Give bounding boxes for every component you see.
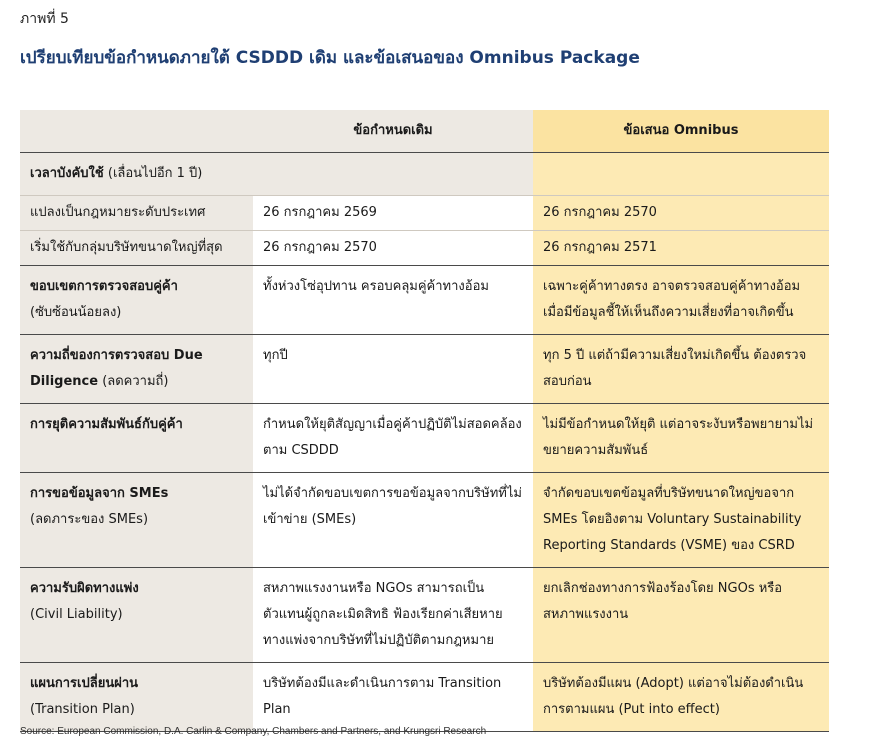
row-label-note: (ลดภาระของ SMEs) xyxy=(30,512,149,527)
table-header-row xyxy=(20,110,829,153)
row-original: สหภาพแรงงานหรือ NGOs สามารถเป็นตัวแทนผู้ถูกละเมิดสิทธิ ฟ้องเรียกค่าเสียหายทางแพ่งจากบริษัทที่ไม่ปฏิบัติตามกฎหมาย xyxy=(253,568,533,663)
row-original: ทั้งห่วงโซ่อุปทาน ครอบคลุมคู่ค้าทางอ้อม xyxy=(253,266,533,335)
row-omnibus: ไม่มีข้อกำหนดให้ยุติ แต่อาจระงับหรือพยายามไม่ขยายความสัมพันธ์ xyxy=(533,404,829,473)
row-label-note: (เลื่อนไปอีก 1 ปี) xyxy=(103,166,203,181)
row-label-note: (Civil Liability) xyxy=(30,607,123,622)
source-note: Source: European Commission, D.A. Carlin & Company, Chambers and Partners, and Krungsri Research xyxy=(20,726,487,737)
row-omnibus: ยกเลิกช่องทางการฟ้องร้องโดย NGOs หรือสหภาพแรงงาน xyxy=(533,568,829,663)
figure-label: ภาพที่ 5 xyxy=(20,11,69,27)
row-original: 26 กรกฎาคม 2570 xyxy=(253,231,533,266)
row-label: แปลงเป็นกฎหมายระดับประเทศ xyxy=(20,196,253,231)
table-row xyxy=(20,266,829,335)
row-label-bold: เวลาบังคับใช้ xyxy=(30,166,104,181)
table-row xyxy=(20,231,829,266)
table-row xyxy=(20,568,829,663)
row-label xyxy=(20,404,253,473)
figure-title: เปรียบเทียบข้อกำหนดภายใต้ CSDDD เดิม และข้อเสนอของ Omnibus Package xyxy=(20,48,640,68)
row-original: ทุกปี xyxy=(253,335,533,404)
row-label-bold: การขอข้อมูลจาก SMEs xyxy=(30,486,169,501)
row-omnibus: 26 กรกฎาคม 2571 xyxy=(533,231,829,266)
row-label-bold: ขอบเขตการตรวจสอบคู่ค้า xyxy=(30,279,178,294)
row-omnibus: 26 กรกฎาคม 2570 xyxy=(533,196,829,231)
row-omnibus xyxy=(533,153,829,196)
row-label-note: (Transition Plan) xyxy=(30,702,135,717)
table-row xyxy=(20,663,829,732)
row-original: ไม่ได้จำกัดขอบเขตการขอข้อมูลจากบริษัทที่ไม่เข้าข่าย (SMEs) xyxy=(253,473,533,568)
row-label xyxy=(20,153,253,196)
row-label xyxy=(20,266,253,335)
table-row xyxy=(20,153,829,196)
row-original: 26 กรกฎาคม 2569 xyxy=(253,196,533,231)
header-omnibus-proposal: ข้อเสนอ Omnibus xyxy=(533,110,829,153)
header-topic xyxy=(20,110,253,153)
row-label-bold: ความรับผิดทางแพ่ง xyxy=(30,581,139,596)
row-original: กำหนดให้ยุติสัญญาเมื่อคู่ค้าปฏิบัติไม่สอดคล้องตาม CSDDD xyxy=(253,404,533,473)
header-original-requirements: ข้อกำหนดเดิม xyxy=(253,110,533,153)
row-omnibus: เฉพาะคู่ค้าทางตรง อาจตรวจสอบคู่ค้าทางอ้อม เมื่อมีข้อมูลชี้ให้เห็นถึงความเสี่ยงที่อาจเกิดขึ้น xyxy=(533,266,829,335)
row-omnibus: ทุก 5 ปี แต่ถ้ามีความเสี่ยงใหม่เกิดขึ้น ต้องตรวจสอบก่อน xyxy=(533,335,829,404)
table-row xyxy=(20,335,829,404)
row-original: บริษัทต้องมีและดำเนินการตาม Transition Plan xyxy=(253,663,533,732)
table-row xyxy=(20,196,829,231)
row-label xyxy=(20,335,253,404)
row-label-note: (ซับซ้อนน้อยลง) xyxy=(30,305,122,320)
row-omnibus: บริษัทต้องมีแผน (Adopt) แต่อาจไม่ต้องดำเนินการตามแผน (Put into effect) xyxy=(533,663,829,732)
comparison-table xyxy=(20,110,829,732)
row-label: เริ่มใช้กับกลุ่มบริษัทขนาดใหญ่ที่สุด xyxy=(20,231,253,266)
row-label-bold: ความถี่ของการตรวจสอบ Due Diligence xyxy=(30,348,203,389)
row-omnibus: จำกัดขอบเขตข้อมูลที่บริษัทขนาดใหญ่ขอจาก SMEs โดยอิงตาม Voluntary Sustainability Reporting Standards (VSME) ของ CSRD xyxy=(533,473,829,568)
table-row xyxy=(20,473,829,568)
row-label xyxy=(20,473,253,568)
row-label-note: (ลดความถี่) xyxy=(98,374,169,389)
row-label-bold: แผนการเปลี่ยนผ่าน xyxy=(30,676,139,691)
table-row xyxy=(20,404,829,473)
row-original xyxy=(253,153,533,196)
row-label-bold: การยุติความสัมพันธ์กับคู่ค้า xyxy=(30,417,183,432)
row-label xyxy=(20,568,253,663)
row-label xyxy=(20,663,253,732)
